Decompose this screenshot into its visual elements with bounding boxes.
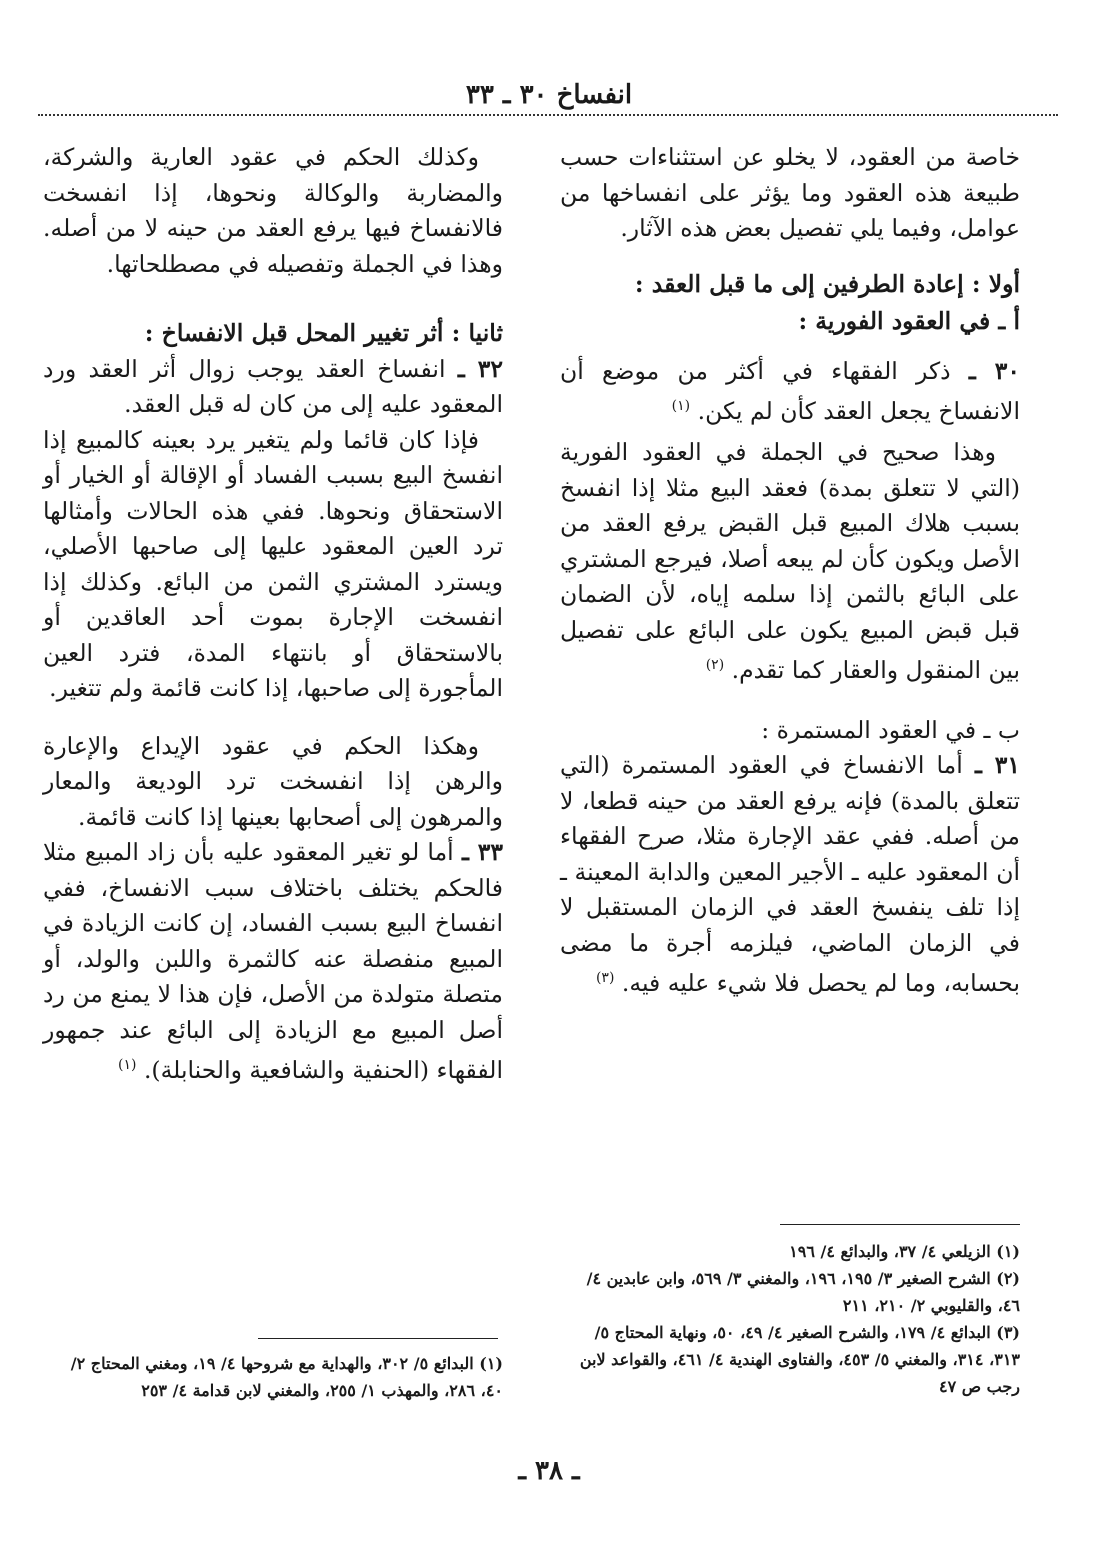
section-heading: أولا : إعادة الطرفين إلى ما قبل العقد :: [634, 269, 1020, 298]
paragraph: [43, 729, 503, 836]
section-heading: ثانيا : أثر تغيير المحل قبل الانفساخ :: [144, 319, 503, 347]
numbered-paragraph: [43, 352, 503, 423]
paragraph-text: أما الانفساخ في العقود المستمرة (التي تتعلق بالمدة) فإنه يرفع العقد من حينه قطعا، لا من أصله. ففي عقد الإجارة مثلا، صرح الفقهاء أن المعقود عليه ـ الأجير المعين والدابة المعينة ـ إذا تلف ينفسخ العقد في الزمان المستقبل لا في الزمان الماضي، فيلزمه أجرة ما مضى بحسابه، وما لم يحصل فلا شيء عليه فيه.: [560, 751, 1020, 997]
footnote-ref: (٣): [595, 970, 615, 987]
paragraph-number: ٣٠ ـ: [968, 356, 1020, 385]
numbered-paragraph: [43, 835, 503, 1088]
footnote-ref: (١): [671, 398, 691, 414]
footnote-rule: [258, 1338, 498, 1339]
paragraph-text: وكذلك الحكم في عقود العارية والشركة، والمضاربة والوكالة ونحوها، إذا انفسخت فالانفساخ فيها يرفع العقد من حينه لا من أصله. وهذا في الجملة وتفصيله في مصطلحاتها.: [43, 143, 503, 278]
paragraph: [560, 435, 1020, 688]
subsection-heading: ب ـ في العقود المستمرة :: [761, 715, 1020, 744]
running-title: انفساخ ٣٠ ـ ٣٣: [465, 80, 633, 110]
footnote: (٢) الشرح الصغير ٣/ ١٩٥، ١٩٦، والمغني ٣/ ٥٦٩، وابن عابدين ٤/ ٤٦، والقليوبي ٢/ ٢١٠، ٢١١: [586, 1269, 1020, 1315]
subsection-heading: أ ـ في العقود الفورية :: [798, 307, 1020, 335]
paragraph-number: ٣٣ ـ: [461, 838, 503, 866]
left-column: [43, 140, 503, 1088]
footnote: (٣) البدائع ٤/ ١٧٩، والشرح الصغير ٤/ ٤٩، ٥٠، ونهاية المحتاج ٥/ ٣١٣، ٣١٤، والمغني ٥/ ٤٥٣، والفتاوى الهندية ٤/ ٤٦١، والقواعد لابن رجب ص ٤٧: [579, 1323, 1020, 1396]
paragraph-text: وهذا صحيح في الجملة في العقود الفورية (التي لا تتعلق بمدة) فعقد البيع مثلا إذا انفسخ بسبب هلاك المبيع قبل القبض يرفع العقد من الأصل ويكون كأن لم يبعه أصلا، فيرجع المشتري على البائع بالثمن إذا سلمه إياه، لأن الضمان قبل قبض المبيع يكون على البائع على تفصيل بين المنقول والعقار كما تقدم.: [560, 438, 1020, 685]
paragraph: [43, 140, 503, 282]
footnote: (١) البدائع ٥/ ٣٠٢، والهداية مع شروحها ٤/ ١٩، ومغني المحتاج ٢/ ٤٠، ٢٨٦، والمهذب ١/ ٢٥٥، والمغني لابن قدامة ٤/ ٢٥٣: [70, 1354, 503, 1400]
paragraph-text: أما لو تغير المعقود عليه بأن زاد المبيع مثلا فالحكم يختلف باختلاف سبب الانفساخ، ففي انفساخ البيع بسبب الفساد، إن كانت الزيادة في المبيع منفصلة عنه كالثمرة واللبن والولد، أو متصلة متولدة من الأصل، فإن هذا لا يمنع من رد أصل المبيع مع الزيادة إلى البائع عند جمهور الفقهاء (الحنفية والشافعية والحنابلة).: [43, 838, 503, 1084]
footnote-ref: (١): [117, 1057, 137, 1073]
footnote-rule: [780, 1224, 1020, 1225]
numbered-paragraph: [560, 748, 1020, 1001]
paragraph-text: خاصة من العقود، لا يخلو عن استثناءات حسب طبيعة هذه العقود وما يؤثر على انفساخها من عوامل، وفيما يلي تفصيل بعض هذه الآثار.: [560, 143, 1020, 242]
paragraph-number: ٣١ ـ: [974, 751, 1020, 780]
paragraph: [43, 423, 503, 707]
paragraph-text: فإذا كان قائما ولم يتغير يرد بعينه كالمبيع إذا انفسخ البيع بسبب الفساد أو الإقالة أو الخيار أو الاستحقاق ونحوها. ففي هذه الحالات وأمثالها ترد العين المعقود عليها إلى صاحبها الأصلي، ويسترد المشتري الثمن من البائع. وكذلك إذا انفسخت الإجارة بموت أحد العاقدين أو بالاستحقاق أو بانتهاء المدة، فترد العين المأجورة إلى صاحبها، إذا كانت قائمة ولم تتغير.: [43, 425, 503, 702]
numbered-paragraph: [560, 354, 1020, 430]
paragraph-text: انفساخ العقد يوجب زوال أثر العقد ورد المعقود عليه إلى من كان له قبل العقد.: [43, 354, 503, 418]
paragraph-text: ذكر الفقهاء في أكثر من موضع أن الانفساخ يجعل العقد كأن لم يكن.: [560, 356, 1020, 425]
right-column: [560, 140, 1020, 1001]
paragraph: [560, 140, 1020, 247]
header-dotted-rule: [38, 114, 1058, 116]
right-footnotes: [560, 1238, 1020, 1400]
paragraph-text: وهكذا الحكم في عقود الإيداع والإعارة والرهن إذا انفسخت ترد الوديعة والمعار والمرهون إلى أصحابها بعينها إذا كانت قائمة.: [43, 731, 503, 831]
left-footnotes: [43, 1350, 503, 1404]
footnote-ref: (٢): [705, 657, 725, 674]
footnote: (١) الزيلعي ٤/ ٣٧، والبدائع ٤/ ١٩٦: [789, 1242, 1020, 1261]
page-header: [0, 78, 1098, 118]
paragraph-number: ٣٢ ـ: [457, 354, 503, 383]
page-number: ـ ٣٨ ـ: [518, 1456, 580, 1486]
